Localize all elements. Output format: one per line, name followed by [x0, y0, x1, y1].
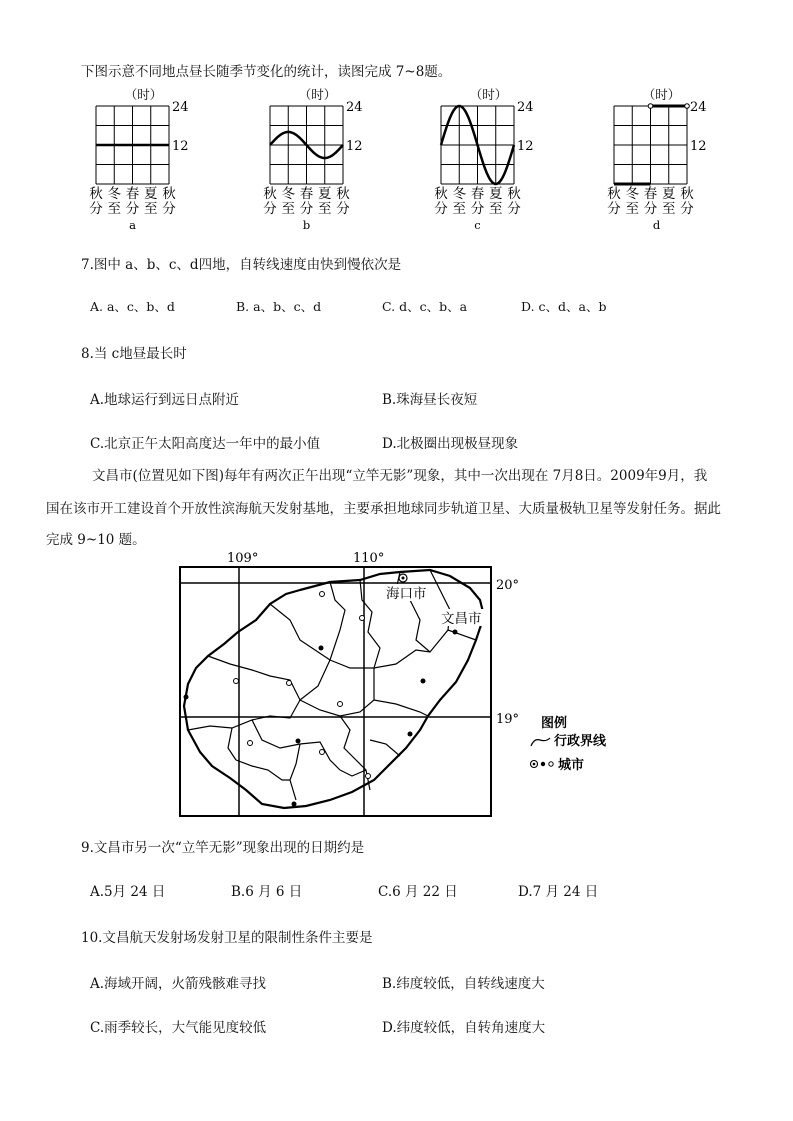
- q7-option-d[interactable]: D. c、d、a、b: [521, 299, 607, 314]
- q9-option-b[interactable]: B.6 月 6 日: [231, 884, 303, 900]
- x-tick-label: 秋: [680, 186, 694, 202]
- x-tick-label: 秋: [607, 186, 621, 202]
- q7-option-b[interactable]: B. a、b、c、d: [236, 299, 322, 314]
- intro-9-10-line1: 文昌市(位置见如下图)每年有两次正午出现“立竿无影”现象，其中一次出现在 7月8日。2009年9月，我: [92, 468, 708, 484]
- x-tick-label: 分: [336, 201, 350, 217]
- x-tick-label: 冬: [107, 186, 121, 202]
- tick-label-24: 24: [517, 100, 534, 115]
- x-tick-label: 至: [144, 201, 158, 217]
- tick-label-12: 12: [690, 139, 707, 154]
- series-point: [685, 104, 690, 109]
- tick-label-12: 12: [346, 139, 363, 154]
- x-tick-label: 春: [643, 186, 658, 202]
- legend-city-circle: [549, 762, 553, 766]
- series-point: [648, 104, 653, 109]
- x-tick-label: 至: [107, 201, 121, 217]
- x-tick-label: 夏: [662, 186, 676, 202]
- q7-option-c[interactable]: C. d、c、b、a: [382, 299, 468, 314]
- unit-label: （时）: [469, 87, 508, 102]
- q10-option-a[interactable]: A.海域开阔，火箭残骸难寻找: [90, 976, 267, 992]
- question-9-stem: 9.文昌市另一次“立竿无影”现象出现的日期约是: [81, 840, 365, 856]
- legend-title: 图例: [541, 716, 568, 731]
- city-circle: [287, 681, 292, 686]
- x-tick-label: 至: [452, 201, 466, 217]
- q8-option-a[interactable]: A.地球运行到远日点附近: [90, 392, 240, 408]
- q8-option-c[interactable]: C.北京正午太阳高度达一年中的最小值: [90, 436, 321, 452]
- x-tick-label: 冬: [625, 186, 639, 202]
- x-tick-label: 秋: [507, 186, 521, 202]
- x-tick-label: 秋: [336, 186, 350, 202]
- chart-label-b: b: [302, 218, 311, 232]
- question-7-stem: 7.图中 a、b、c、d四地，自转线速度由快到慢依次是: [81, 257, 402, 273]
- x-tick-label: 分: [643, 201, 658, 217]
- legend-city-dot: [541, 762, 545, 766]
- x-tick-label: 至: [318, 201, 332, 217]
- x-tick-label: 分: [434, 201, 448, 217]
- city-circle: [338, 702, 343, 707]
- x-tick-label: 秋: [434, 186, 448, 202]
- x-tick-label: 分: [680, 201, 694, 217]
- lon-110-label: 110°: [353, 551, 385, 566]
- city-circle: [366, 774, 371, 779]
- city-dot: [319, 646, 324, 651]
- unit-label: （时）: [642, 87, 681, 102]
- x-tick-label: 分: [162, 201, 176, 217]
- x-tick-label: 冬: [452, 186, 466, 202]
- x-tick-label: 至: [281, 201, 295, 217]
- question-8-stem: 8.当 c地昼最长时: [81, 346, 187, 362]
- unit-label: （时）: [298, 87, 337, 102]
- x-tick-label: 分: [125, 201, 140, 217]
- q8-option-d[interactable]: D.北极圈出现极昼现象: [382, 436, 519, 452]
- tick-label-24: 24: [690, 100, 707, 115]
- tick-label-24: 24: [346, 100, 363, 115]
- map-frame: [180, 567, 491, 816]
- x-tick-label: 冬: [281, 186, 295, 202]
- x-tick-label: 夏: [489, 186, 503, 202]
- haikou-label: 海口市: [386, 586, 427, 602]
- x-tick-label: 春: [299, 186, 314, 202]
- tick-label-24: 24: [172, 100, 189, 115]
- city-circle: [320, 750, 325, 755]
- city-dot: [421, 679, 426, 684]
- admin-boundaries: [188, 570, 476, 800]
- legend-boundary-symbol: [531, 738, 550, 746]
- intro-9-10-line2: 国在该市开工建设首个开放性滨海航天发射基地，主要承担地球同步轨道卫星、大质量极轨卫星等发射任务。据此: [46, 501, 721, 517]
- x-tick-label: 秋: [162, 186, 176, 202]
- chart-label-d: d: [652, 218, 661, 232]
- x-tick-label: 至: [489, 201, 503, 217]
- chart-label-c: c: [474, 218, 481, 232]
- city-dot: [292, 802, 297, 807]
- day-length-charts: [0, 80, 793, 320]
- q7-option-a[interactable]: A. a、c、b、d: [90, 299, 175, 314]
- x-tick-label: 春: [125, 186, 140, 202]
- q10-option-c[interactable]: C.雨季较长，大气能见度较低: [90, 1020, 267, 1036]
- x-tick-label: 分: [470, 201, 485, 217]
- tick-label-12: 12: [172, 139, 189, 154]
- q9-option-a[interactable]: A.5月 24 日: [90, 884, 166, 900]
- intro-7-8: 下图示意不同地点昼长随季节变化的统计，读图完成 7~8题。: [81, 64, 452, 80]
- q9-option-c[interactable]: C.6 月 22 日: [378, 884, 458, 900]
- legend-boundary-label: 行政界线: [554, 734, 607, 749]
- city-dot: [184, 695, 189, 700]
- lon-109-label: 109°: [227, 551, 259, 566]
- x-tick-label: 春: [470, 186, 485, 202]
- x-tick-label: 分: [89, 201, 103, 217]
- x-tick-label: 分: [607, 201, 621, 217]
- city-circle: [248, 741, 253, 746]
- q10-option-d[interactable]: D.纬度较低，自转角速度大: [382, 1020, 546, 1036]
- island-outline: [184, 570, 484, 808]
- haikou-city-dot: [402, 577, 405, 580]
- x-tick-label: 分: [299, 201, 314, 217]
- hainan-map: [0, 545, 793, 825]
- question-10-stem: 10.文昌航天发射场发射卫星的限制性条件主要是: [81, 930, 373, 946]
- intro-9-10-line3: 完成 9~10 题。: [46, 532, 146, 548]
- x-tick-label: 秋: [263, 186, 277, 202]
- city-dot: [408, 732, 413, 737]
- unit-label: （时）: [124, 87, 163, 102]
- x-tick-label: 夏: [144, 186, 158, 202]
- x-tick-label: 夏: [318, 186, 332, 202]
- x-tick-label: 至: [662, 201, 676, 217]
- lat-20-label: 20°: [496, 578, 520, 593]
- city-dot: [296, 739, 301, 744]
- cities: [184, 574, 458, 807]
- city-circle: [360, 616, 365, 621]
- city-circle: [320, 592, 325, 597]
- x-tick-label: 秋: [89, 186, 103, 202]
- q9-option-d[interactable]: D.7 月 24 日: [518, 884, 599, 900]
- legend-city-label: 城市: [558, 758, 585, 773]
- wenchang-label: 文昌市: [441, 611, 482, 627]
- q10-option-b[interactable]: B.纬度较低，自转线速度大: [382, 976, 545, 992]
- x-tick-label: 分: [263, 201, 277, 217]
- city-circle: [234, 679, 239, 684]
- chart-label-a: a: [129, 218, 136, 232]
- tick-label-12: 12: [517, 139, 534, 154]
- city-dot: [453, 630, 458, 635]
- q8-option-b[interactable]: B.珠海昼长夜短: [382, 392, 478, 408]
- x-tick-label: 至: [625, 201, 639, 217]
- x-tick-label: 分: [507, 201, 521, 217]
- lat-19-label: 19°: [496, 712, 520, 727]
